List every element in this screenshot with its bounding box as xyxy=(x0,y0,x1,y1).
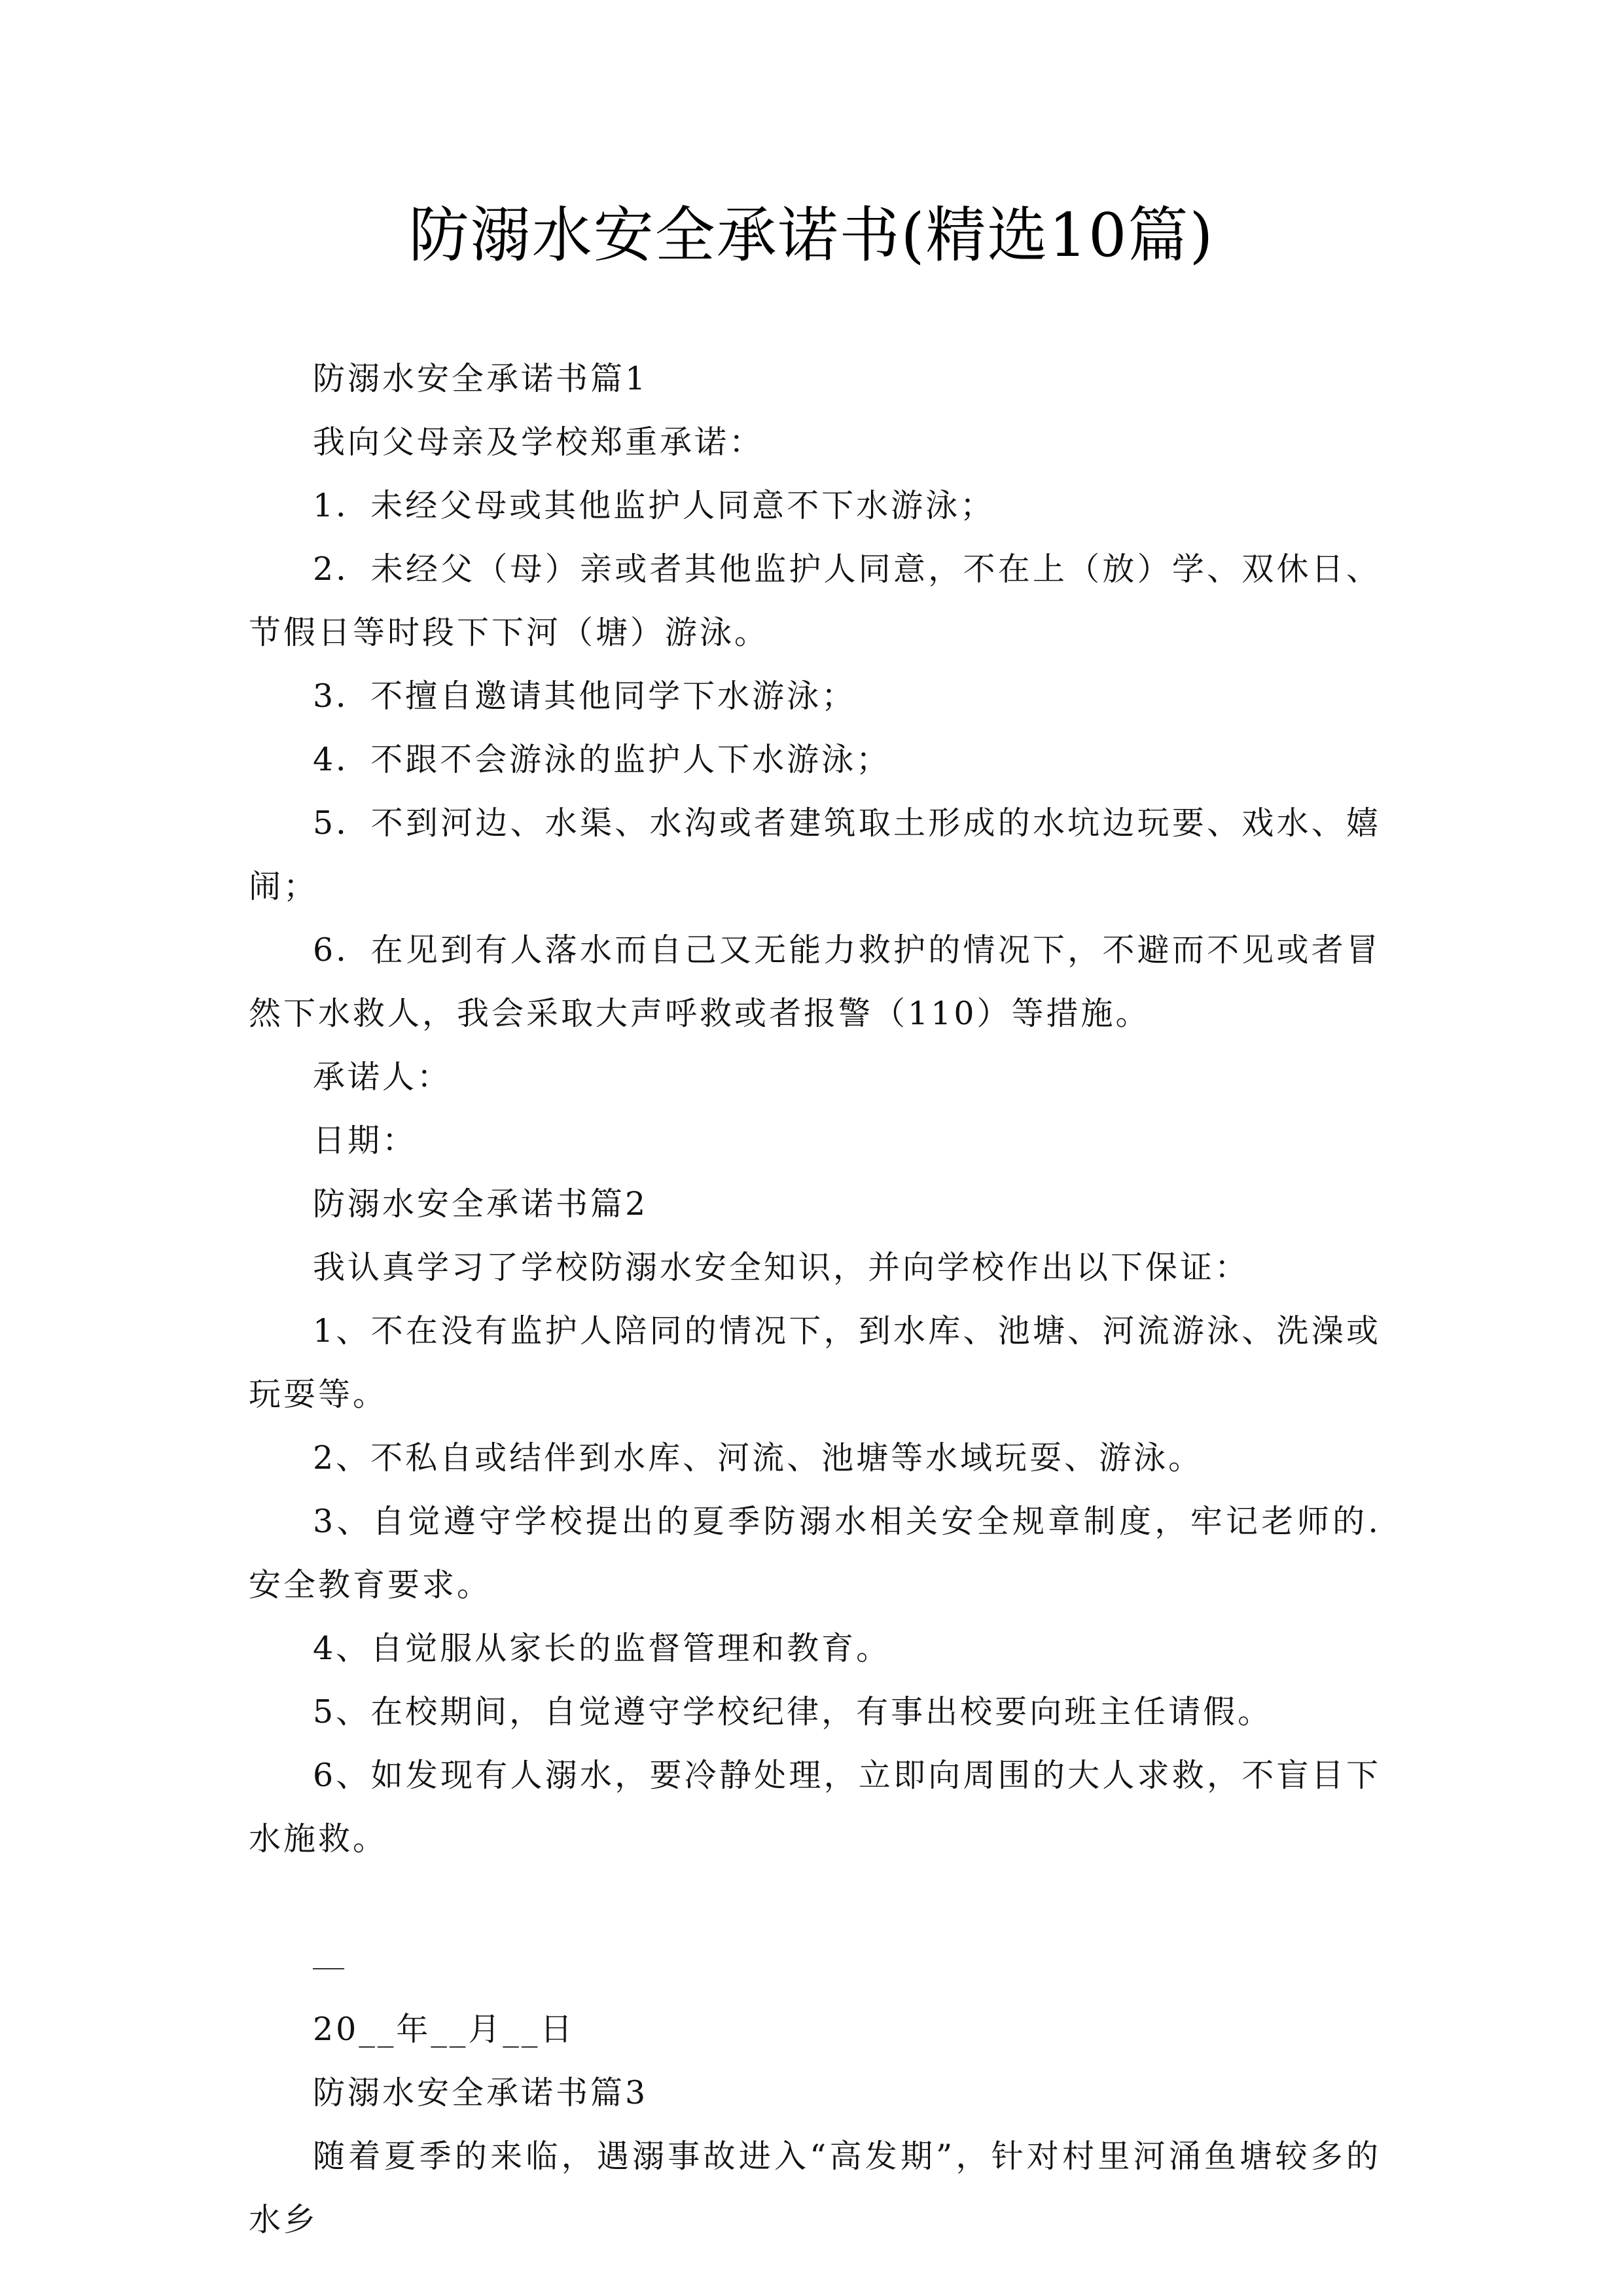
date-label: 日期： xyxy=(313,1122,418,1159)
list-item: 2．未经父（母）亲或者其他监护人同意，不在上（放）学、双休日、节假日等时段下下河（塘）游泳。 xyxy=(249,550,1381,651)
list-item: 6．在见到有人落水而自己又无能力救护的情况下，不避而不见或者冒然下水救人，我会采取大声呼救或者报警（110）等措施。 xyxy=(249,931,1381,1032)
section-intro: 随着夏季的来临，遇溺事故进入“高发期”，针对村里河涌鱼塘较多的水乡 xyxy=(249,2138,1381,2238)
signature-line xyxy=(249,1934,1381,1998)
section-heading: 防溺水安全承诺书篇2 xyxy=(313,1185,649,1223)
list-item: 2、不私自或结伴到水库、河流、池塘等水域玩耍、游泳。 xyxy=(313,1439,1204,1477)
document-body xyxy=(249,347,1381,2251)
section-heading: 防溺水安全承诺书篇1 xyxy=(313,360,649,397)
list-item: 4、自觉服从家长的监督管理和教育。 xyxy=(313,1630,891,1667)
list-item: 3、自觉遵守学校提出的夏季防溺水相关安全规章制度，牢记老师的.安全教育要求。 xyxy=(249,1503,1381,1604)
section-heading: 防溺水安全承诺书篇3 xyxy=(313,2074,649,2111)
list-item: 6、如发现有人溺水，要冷静处理，立即向周围的大人求救，不盲目下水施救。 xyxy=(249,1757,1381,1857)
list-item: 3．不擅自邀请其他同学下水游泳； xyxy=(313,677,857,715)
list-item: 1、不在没有监护人陪同的情况下，到水库、池塘、河流游泳、洗澡或玩耍等。 xyxy=(249,1312,1381,1413)
date-line: 20__年__月__日 xyxy=(313,2011,575,2048)
section-intro: 我向父母亲及学校郑重承诺： xyxy=(313,423,764,461)
list-item: 5．不到河边、水渠、水沟或者建筑取土形成的水坑边玩要、戏水、嬉闹； xyxy=(249,804,1381,905)
signer-label: 承诺人： xyxy=(313,1058,452,1096)
list-item: 4．不跟不会游泳的监护人下水游泳； xyxy=(313,741,891,778)
signature-dash xyxy=(313,1968,344,1969)
blank-line xyxy=(249,1871,1381,1934)
list-item: 1．未经父母或其他监护人同意不下水游泳； xyxy=(313,487,995,524)
section-intro: 我认真学习了学校防溺水安全知识，并向学校作出以下保证： xyxy=(313,1249,1250,1286)
list-item: 5、在校期间，自觉遵守学校纪律，有事出校要向班主任请假。 xyxy=(313,1693,1273,1731)
document-title: 防溺水安全承诺书(精选10篇) xyxy=(408,200,1215,270)
